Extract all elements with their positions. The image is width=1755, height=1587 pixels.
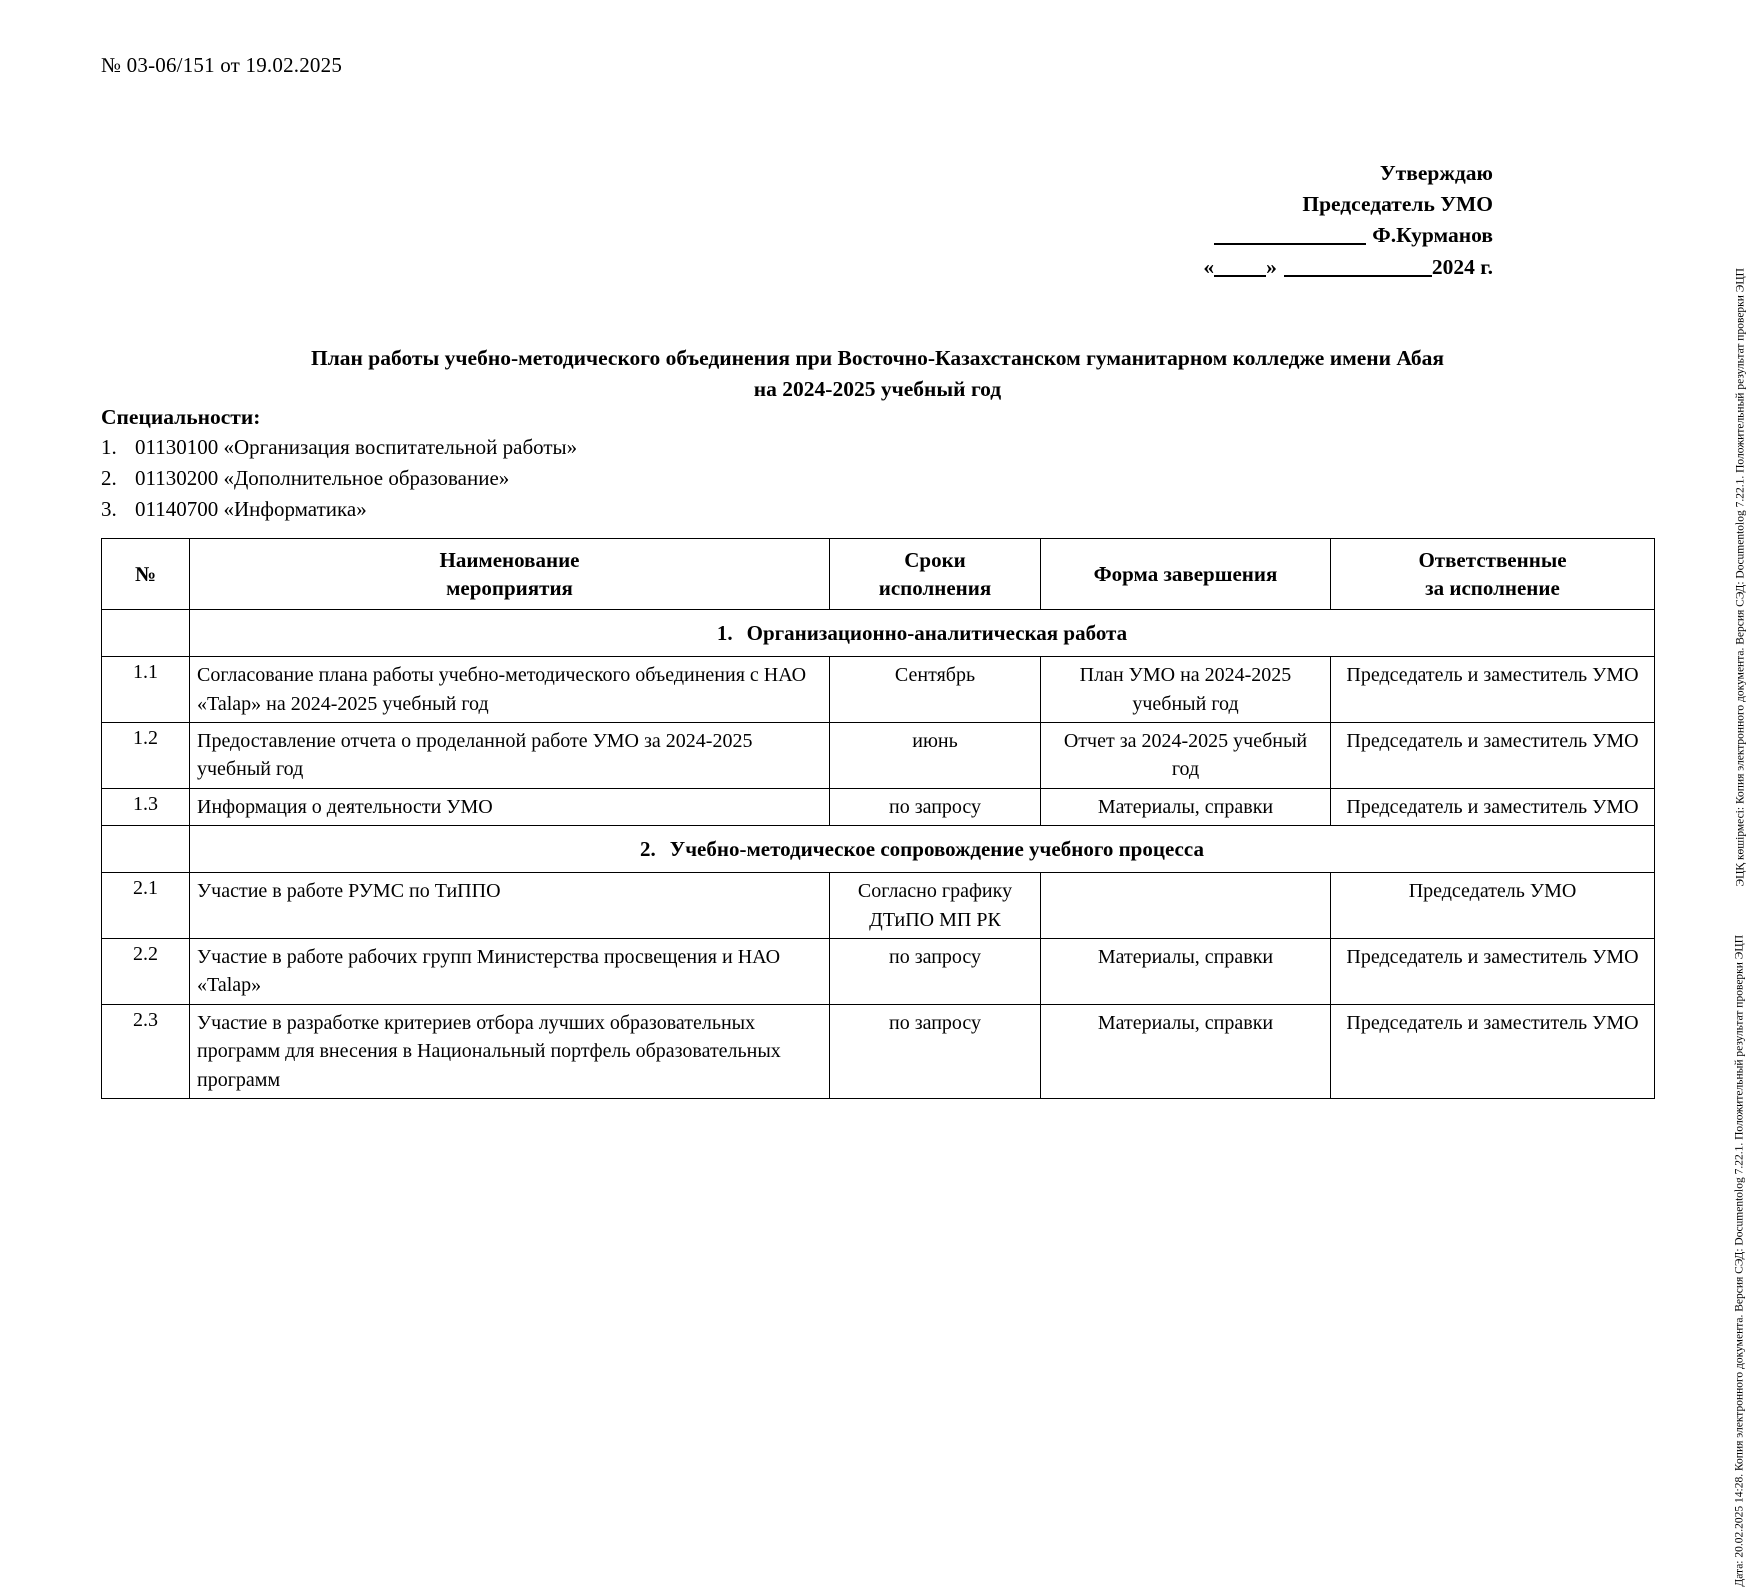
row-responsible: Председатель и заместитель УМО bbox=[1331, 938, 1655, 1004]
section-title: Учебно-методическое сопровождение учебного процесса bbox=[669, 836, 1204, 861]
list-item bbox=[101, 463, 577, 494]
row-responsible: Председатель и заместитель УМО bbox=[1331, 1004, 1655, 1098]
row-completion-form: Материалы, справки bbox=[1041, 788, 1331, 825]
column-header-form: Форма завершения bbox=[1041, 539, 1331, 610]
row-responsible: Председатель и заместитель УМО bbox=[1331, 788, 1655, 825]
specialties-list bbox=[101, 432, 577, 525]
column-header-name-line2: мероприятия bbox=[446, 576, 573, 601]
section-header-row bbox=[102, 610, 1655, 657]
row-completion-form bbox=[1041, 873, 1331, 939]
approval-signature-line bbox=[1203, 220, 1493, 251]
table-row bbox=[102, 1004, 1655, 1098]
section-title: Организационно-аналитическая работа bbox=[746, 620, 1128, 645]
section-index: 1. bbox=[716, 620, 733, 645]
edms-stamp-bottom-text: Дата: 20.02.2025 14:28. Копия электронного документа. Версия СЭД: Documentolog 7.22.1. Положительный результат проверки ЭЦП bbox=[1734, 935, 1746, 1587]
row-activity-name: Предоставление отчета о проделанной работе УМО за 2024-2025 учебный год bbox=[190, 723, 830, 789]
table-row bbox=[102, 788, 1655, 825]
column-header-responsible bbox=[1331, 539, 1655, 610]
column-header-terms-line2: исполнения bbox=[878, 576, 992, 601]
row-activity-name: Участие в разработке критериев отбора лучших образовательных программ для внесения в Национальный портфель образовательных программ bbox=[190, 1004, 830, 1098]
column-header-number: № bbox=[102, 539, 190, 610]
column-header-responsible-line1: Ответственные bbox=[1418, 548, 1567, 572]
section-index: 2. bbox=[640, 836, 656, 861]
section-title-text bbox=[197, 621, 1647, 646]
date-open-quote: « bbox=[1203, 254, 1215, 279]
column-header-name bbox=[190, 539, 830, 610]
column-header-terms bbox=[830, 539, 1041, 610]
date-year: 2024 г. bbox=[1431, 254, 1493, 279]
row-terms: Сентябрь bbox=[830, 657, 1041, 723]
approval-word: Утверждаю bbox=[1379, 161, 1493, 185]
approval-date-line bbox=[1203, 252, 1493, 283]
row-activity-name: Информация о деятельности УМО bbox=[190, 788, 830, 825]
edms-stamp-top-text: ЭЦҚ көшірмесі: Копия электронного документа. Версия СЭД: Documentolog 7.22.1. Положительный результат проверки ЭЦП bbox=[1734, 268, 1746, 887]
row-responsible: Председатель и заместитель УМО bbox=[1331, 723, 1655, 789]
approval-signer-name: Ф.Курманов bbox=[1372, 223, 1493, 248]
edms-stamp-sidebar bbox=[1701, 0, 1746, 1587]
list-item-number: 2. bbox=[101, 466, 117, 491]
list-item-label: 01140700 «Информатика» bbox=[135, 497, 367, 522]
row-number: 2.2 bbox=[102, 938, 190, 1004]
specialties-heading: Специальности: bbox=[101, 405, 261, 429]
title-line-1: План работы учебно-методического объединения при Восточно-Казахстанском гуманитарном колледже имени Абая bbox=[310, 346, 1444, 370]
column-header-terms-line1: Сроки bbox=[904, 548, 966, 572]
column-header-responsible-line2: за исполнение bbox=[1425, 576, 1560, 601]
registration-number: № 03-06/151 от 19.02.2025 bbox=[101, 53, 343, 77]
section-header-row bbox=[102, 826, 1655, 873]
row-responsible: Председатель УМО bbox=[1331, 873, 1655, 939]
row-number: 2.1 bbox=[102, 873, 190, 939]
section-title-cell bbox=[190, 610, 1655, 657]
row-terms: по запросу bbox=[830, 1004, 1041, 1098]
row-number: 1.1 bbox=[102, 657, 190, 723]
list-item-label: 01130100 «Организация воспитательной работы» bbox=[135, 435, 578, 459]
column-header-name-line1: Наименование bbox=[439, 548, 580, 572]
list-item-label: 01130200 «Дополнительное образование» bbox=[135, 466, 510, 491]
specialties-block bbox=[101, 405, 577, 525]
row-terms: по запросу bbox=[830, 788, 1041, 825]
list-item-number: 1. bbox=[101, 435, 117, 459]
row-number: 1.2 bbox=[102, 723, 190, 789]
row-terms: по запросу bbox=[830, 938, 1041, 1004]
section-spacer-cell bbox=[102, 826, 190, 873]
date-day-blank bbox=[1214, 275, 1266, 277]
signature-blank bbox=[1214, 243, 1366, 245]
row-number: 2.3 bbox=[102, 1004, 190, 1098]
row-responsible: Председатель и заместитель УМО bbox=[1331, 657, 1655, 723]
row-completion-form: План УМО на 2024-2025 учебный год bbox=[1041, 657, 1331, 723]
row-terms: июнь bbox=[830, 723, 1041, 789]
section-title-text bbox=[197, 837, 1647, 862]
row-terms: Согласно графику ДТиПО МП РК bbox=[830, 873, 1041, 939]
row-activity-name: Участие в работе рабочих групп Министерства просвещения и НАО «Talap» bbox=[190, 938, 830, 1004]
page-title bbox=[101, 343, 1654, 404]
table-row bbox=[102, 873, 1655, 939]
row-completion-form: Отчет за 2024-2025 учебный год bbox=[1041, 723, 1331, 789]
date-month-blank bbox=[1284, 275, 1432, 277]
row-activity-name: Согласование плана работы учебно-методического объединения с НАО «Talap» на 2024-2025 учебный год bbox=[190, 657, 830, 723]
table-row bbox=[102, 723, 1655, 789]
row-activity-name: Участие в работе РУМС по ТиППО bbox=[190, 873, 830, 939]
approval-position: Председатель УМО bbox=[1302, 192, 1493, 217]
work-plan-table bbox=[101, 538, 1655, 1099]
list-item-number: 3. bbox=[101, 497, 117, 522]
date-close-quote: » bbox=[1266, 254, 1277, 279]
table-header-row bbox=[102, 539, 1655, 610]
row-number: 1.3 bbox=[102, 788, 190, 825]
row-completion-form: Материалы, справки bbox=[1041, 938, 1331, 1004]
table-row bbox=[102, 938, 1655, 1004]
approval-block bbox=[1203, 158, 1493, 283]
section-title-cell bbox=[190, 826, 1655, 873]
list-item bbox=[101, 494, 577, 525]
title-line-2: на 2024-2025 учебный год bbox=[753, 376, 1002, 401]
table-row bbox=[102, 657, 1655, 723]
row-completion-form: Материалы, справки bbox=[1041, 1004, 1331, 1098]
section-spacer-cell bbox=[102, 610, 190, 657]
list-item bbox=[101, 432, 577, 463]
